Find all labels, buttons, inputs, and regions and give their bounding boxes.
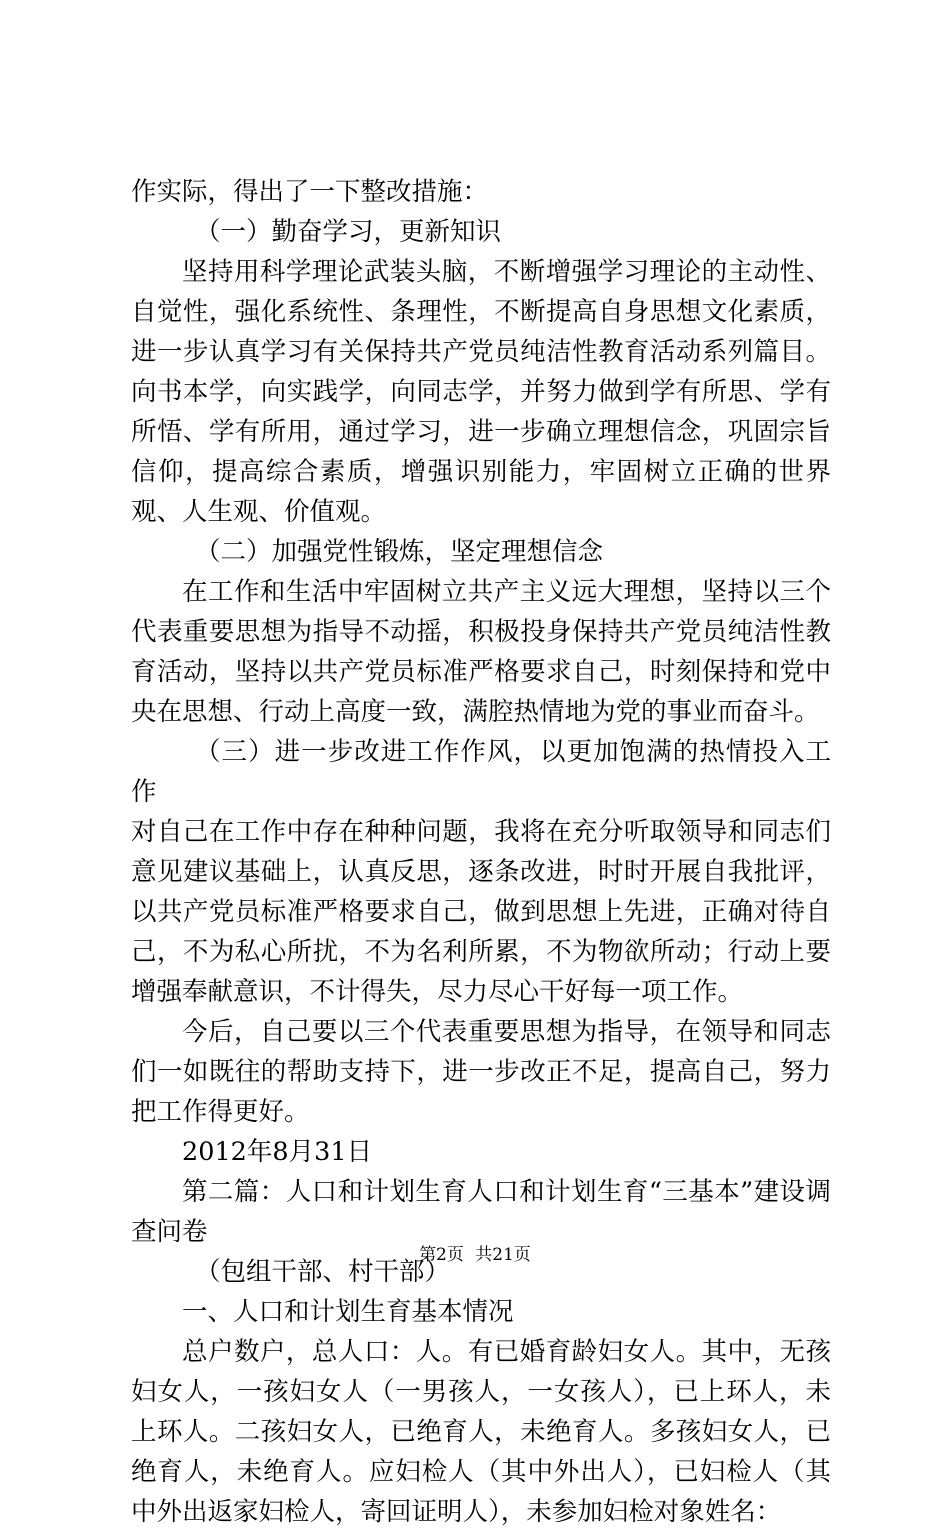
paragraph-study: 坚持用科学理论武装头脑，不断增强学习理论的主动性、自觉性，强化系统性、条理性，不断提高自身思想文化素质，进一步认真学习有关保持共产党员纯洁性教育活动系列篇目。向书本学，向实践学，向同志学，并努力做到学有所思、学有所悟、学有所用，通过学习，进一步确立理想信念，巩固宗旨信仰，提高综合素质，增强识别能力，牢固树立正确的世界观、人生观、价值观。 [131,257,831,527]
page-footer [0,1243,950,1267]
section-heading-1: （一）勤奋学习，更新知识 [195,217,502,247]
document-body [131,172,831,1532]
section-heading-3: （三）进一步改进工作作风，以更加饱满的热情投入工作 [131,737,831,807]
document-date: 2012年8月31日 [182,1137,373,1167]
paragraph-survey: 总户数户，总人口：人。有已婚育龄妇女人。其中，无孩妇女人，一孩妇女人（一男孩人，一女孩人），已上环人，未上环人。二孩妇女人，已绝育人，未绝育人。多孩妇女人，已绝育人，未绝育人。应妇检人（其中外出人），已妇检人（其中外出返家妇检人，寄回证明人），未参加妇检对象姓名： [131,1337,831,1527]
paragraph-continuation: 作实际，得出了一下整改措施： [131,177,489,207]
page-total: 共21页 [475,1245,531,1265]
paragraph-ideals: 在工作和生活中牢固树立共产主义远大理想，坚持以三个代表重要思想为指导不动摇，积极投身保持共产党员纯洁性教育活动，坚持以共产党员标准严格要求自己，时刻保持和党中央在思想、行动上高度一致，满腔热情地为党的事业而奋斗。 [131,577,831,727]
section-heading-population: 一、人口和计划生育基本情况 [182,1297,514,1327]
chapter-subtitle: （包组干部、村干部） [195,1257,451,1287]
page-number: 第2页 [419,1245,464,1265]
paragraph-conclusion: 今后，自己要以三个代表重要思想为指导，在领导和同志们一如既往的帮助支持下，进一步改正不足，提高自己，努力把工作得更好。 [131,1017,831,1127]
paragraph-work-style: 对自己在工作中存在种种问题，我将在充分听取领导和同志们意见建议基础上，认真反思，逐条改进，时时开展自我批评，以共产党员标准严格要求自己，做到思想上先进，正确对待自己，不为私心所扰，不为名利所累，不为物欲所动；行动上要增强奉献意识，不计得失，尽力尽心干好每一项工作。 [131,817,831,1007]
section-heading-2: （二）加强党性锻炼，坚定理想信念 [195,537,604,567]
chapter-title: 第二篇：人口和计划生育人口和计划生育“三基本”建设调查问卷 [131,1177,831,1247]
